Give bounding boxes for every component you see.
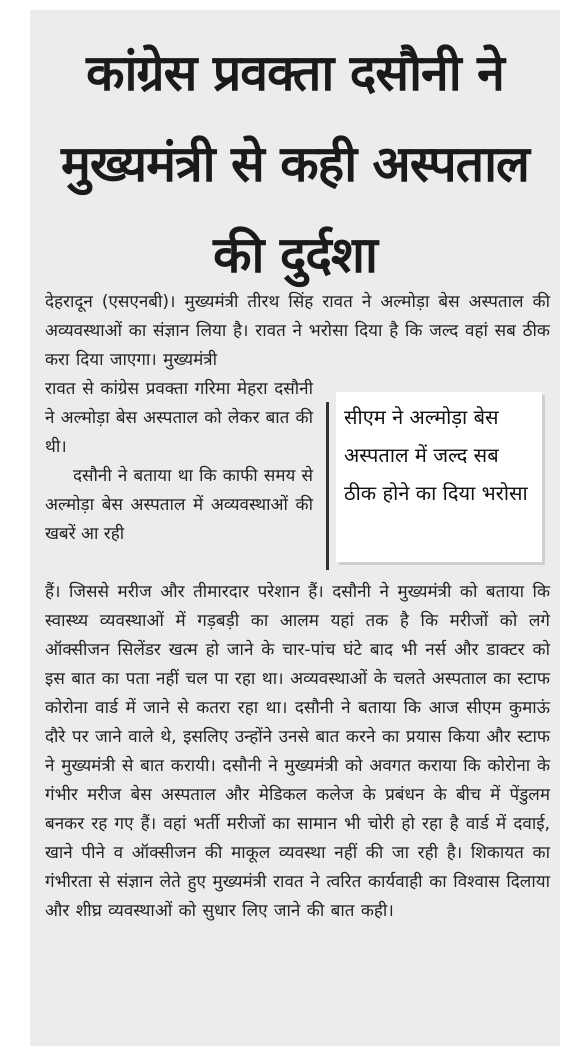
continuation-text: हैं। जिससे मरीज और तीमारदार परेशान हैं। दसौनी ने मुख्यमंत्री को बताया कि स्वास्थ्य व्यवस्थाओं में गड़बड़ी का आलम यहां तक है कि मरीजों को लगे ऑक्सीजन सिलेंडर खत्म हो जाने के चार-पांच घंटे बाद भी नर्स और डाक्टर को इस बात का पता नहीं चल पा रहा था। अव्यवस्थाओं के चलते अस्पताल का स्टाफ कोरोना वार्ड में जाने से कतरा रहा था। दसौनी ने बताया कि आज सीएम कुमाऊं दौरे पर जाने वाले थे, इसलिए उन्होंने उनसे बात करने का प्रयास किया और स्टाफ ने मुख्यमंत्री से बात करायी। दसौनी ने मुख्यमंत्री को अवगत कराया कि कोरोना के गंभीर मरीज बेस अस्पताल और मेडिकल कलेज के प्रबंधन के बीच में पेंडुलम बनकर रह गए हैं। वहां भर्ती मरीजों का सामान भी चोरी हो रहा है वार्ड में दवाई, खाने पीने व ऑक्सीजन की माकूल व्यवस्था नहीं की जा रही है। शिकायत का गंभीरता से संज्ञान लेते हुए मुख्यमंत्री रावत ने त्वरित कार्यवाही का विश्वास दिलाया और शीघ्र व्यवस्थाओं को सुधार लिए जाने की बात कही। — [45, 582, 550, 921]
pull-quote-box — [336, 392, 542, 562]
headline: कांग्रेस प्रवक्ता दसौनी ने मुख्यमंत्री से कही अस्पताल की दुर्दशा — [61, 44, 529, 284]
column-text-1: रावत से कांग्रेस प्रवक्ता गरिमा मेहरा दसौनी ने अल्मोड़ा बेस अस्पताल को लेकर बात की थी। — [45, 379, 313, 457]
continuation-paragraph — [45, 578, 550, 926]
pull-quote-text: सीएम ने अल्मोड़ा बेस अस्पताल में जल्द सब ठीक होने का दिया भरोसा — [344, 405, 528, 505]
intro-text: देहरादून (एसएनबी)। मुख्यमंत्री तीरथ सिंह रावत ने अल्मोड़ा बेस अस्पताल की अव्यवस्थाओं का संज्ञान लिया है। रावत ने भरोसा दिया है कि जल्द वहां सब ठीक करा दिया जाएगा। मुख्यमंत्री — [45, 292, 550, 370]
column-divider — [326, 402, 329, 570]
intro-paragraph — [45, 288, 550, 375]
left-column — [45, 375, 313, 549]
news-clipping — [30, 10, 560, 1046]
column-text-2: दसौनी ने बताया था कि काफी समय से अल्मोड़ा बेस अस्पताल में अव्यवस्थाओं की खबरें आ रही — [45, 466, 313, 544]
